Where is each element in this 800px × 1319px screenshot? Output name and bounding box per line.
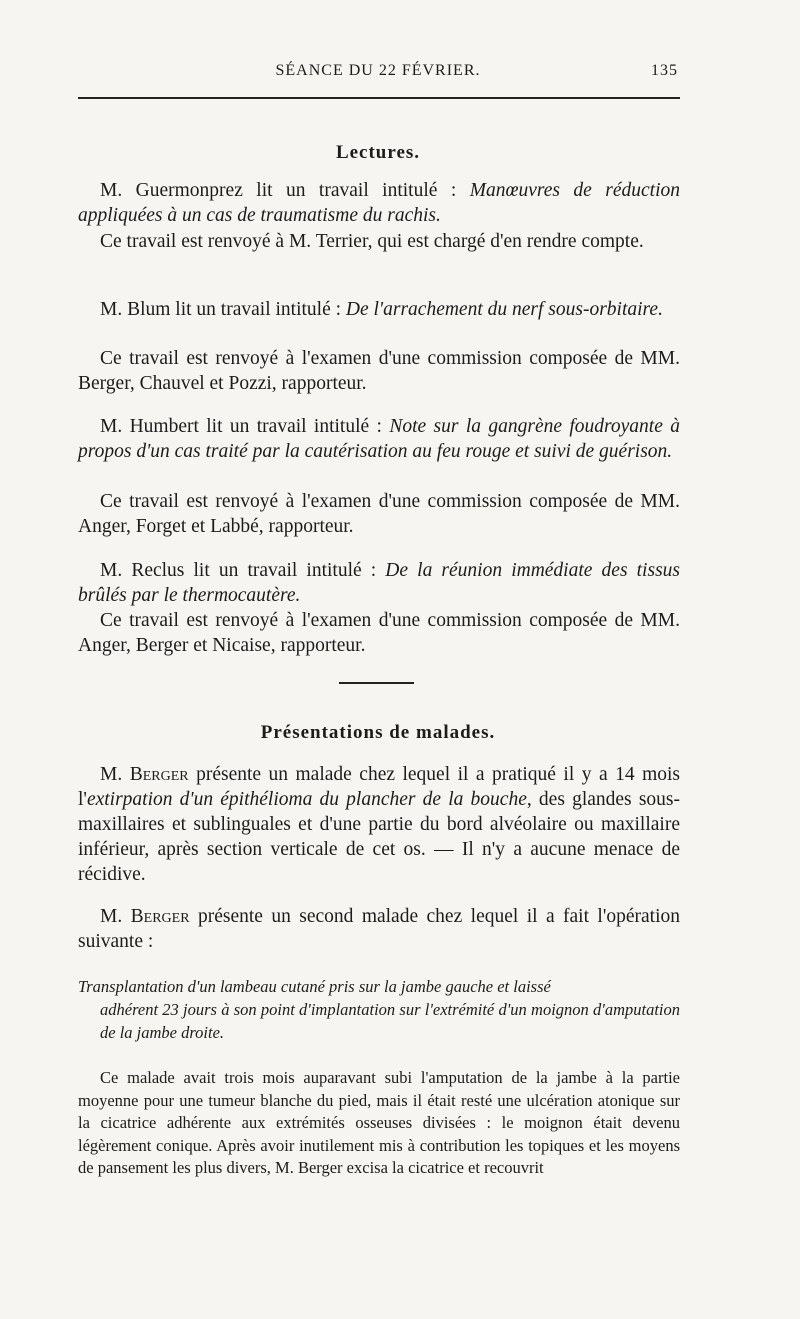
- header-rule: [78, 97, 680, 99]
- person-name: Berger: [129, 764, 189, 785]
- paragraph-reclus-referral: Ce travail est renvoyé à l'examen d'une commission composée de MM. Anger, Berger et Nicaise, rapporteur.: [78, 610, 680, 656]
- section-divider: [339, 682, 414, 684]
- paragraph-text: , des glandes sous-maxillaires et sublinguales et d'une partie du bord alvéolaire ou maxillaire inférieur, après section verticale de cet os. — Il n'y a aucune menace de récidive.: [78, 789, 680, 885]
- person-name: Berger: [130, 906, 190, 927]
- paragraph-text: M.: [100, 906, 131, 927]
- operation-line: Transplantation d'un lambeau cutané pris sur la jambe gauche et laissé: [78, 977, 551, 996]
- paragraph-text: présente un second malade chez lequel il a fait l'opération suivante :: [78, 906, 681, 952]
- case-description: Ce malade avait trois mois auparavant subi l'amputation de la jambe à la partie moyenne pour une tumeur blanche du pied, mais il était resté une ulcération atonique sur la cicatrice adhérente aux extrémités osseuses divisées : le moignon était devenu légèrement conique. Après avoir inutilement mis à contribution les topiques et les moyens de pansement les plus divers, M. Berger excisa la cicatrice et recouvrit: [78, 1068, 680, 1177]
- running-header: [78, 62, 678, 86]
- paragraph-humbert: [78, 414, 680, 464]
- operation-name: extirpation d'un épithélioma du plancher de la bouche: [86, 789, 527, 810]
- paragraph-guermonprez-referral: Ce travail est renvoyé à M. Terrier, qui est chargé d'en rendre compte.: [100, 231, 644, 252]
- paragraph-humbert-referral: Ce travail est renvoyé à l'examen d'une commission composée de MM. Anger, Forget et Labbé, rapporteur.: [78, 491, 680, 537]
- section-title-lectures: Lectures.: [335, 142, 421, 163]
- operation-description: [78, 975, 680, 1044]
- header-title: SÉANCE DU 22 FÉVRIER.: [275, 62, 481, 79]
- paragraph-text: M. Humbert lit un travail intitulé :: [100, 416, 390, 437]
- paragraph-text: M. Blum lit un travail intitulé :: [100, 299, 346, 320]
- paragraph-berger-first: [78, 762, 680, 887]
- paragraph-reclus: [78, 558, 680, 608]
- paragraph-berger-second: [78, 904, 680, 954]
- work-title: Manœuvres de réduction appliquées à un cas de traumatisme du rachis.: [78, 180, 681, 226]
- paragraph-guermonprez: [78, 178, 680, 228]
- operation-line: adhérent 23 jours à son point d'implantation sur l'extrémité d'un moignon d'amputation de la jambe droite.: [100, 1000, 680, 1042]
- work-title: De l'arrachement du nerf sous-orbitaire.: [345, 299, 663, 320]
- paragraph-blum-referral: Ce travail est renvoyé à l'examen d'une commission composée de MM. Berger, Chauvel et Pozzi, rapporteur.: [78, 348, 680, 394]
- paragraph-text: présente un malade chez lequel il a pratiqué il y a 14 mois l': [78, 764, 681, 810]
- paragraph-text: M. Guermonprez lit un travail intitulé :: [100, 180, 470, 201]
- work-title: De la réunion immédiate des tissus brûlés par le thermocautère.: [78, 560, 680, 606]
- paragraph-text: M.: [100, 764, 130, 785]
- section-title-presentations: Présentations de malades.: [260, 722, 496, 743]
- paragraph-text: M. Reclus lit un travail intitulé :: [100, 560, 386, 581]
- work-title: Note sur la gangrène foudroyante à propos d'un cas traité par la cautérisation au feu rouge et suivi de guérison.: [78, 416, 680, 462]
- page-number: 135: [651, 62, 678, 79]
- paragraph-blum: [78, 297, 680, 322]
